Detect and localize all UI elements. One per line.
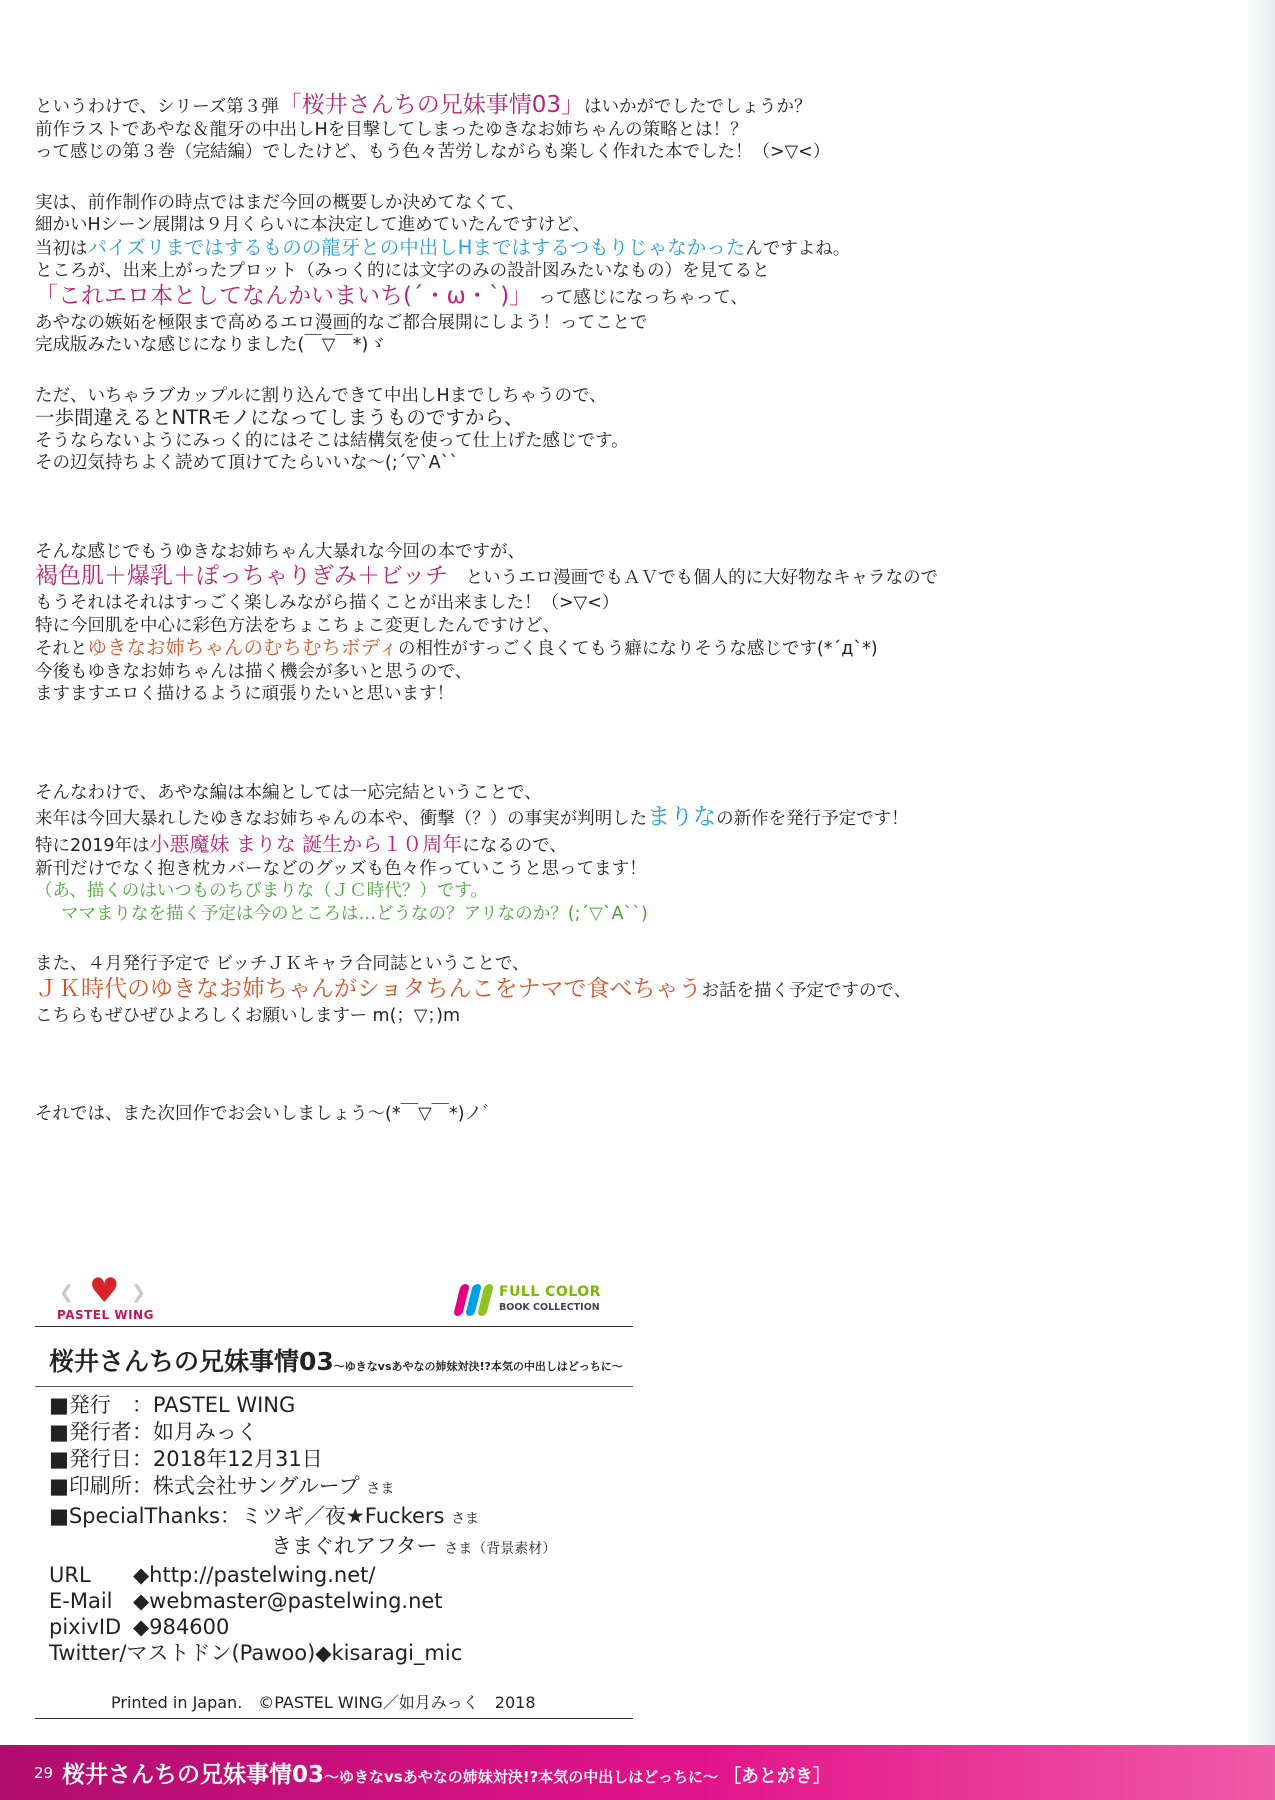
email-link[interactable]: ◆webmaster@pastelwing.net bbox=[133, 1589, 443, 1613]
text-segment: って感じになっちゃって、 bbox=[538, 287, 748, 308]
text-line: そんなわけで、あやな編は本編としては一応完結ということで、 bbox=[35, 782, 542, 803]
text-line: こちらもぜひぜひよろしくお願いしますー m(；▽；)m bbox=[35, 1005, 460, 1026]
text-line bbox=[35, 92, 1175, 119]
page-number: 29 bbox=[34, 1764, 54, 1782]
text-line: 実は、前作制作の時点ではまだ今回の概要しか決めてなくて、 bbox=[35, 192, 525, 213]
text-line: ところが、出来上がったプロット（みっく的には文字のみの設計図みたいなもの）を見てると bbox=[35, 261, 770, 281]
credit-value: 株式会社サングループ bbox=[152, 1474, 360, 1498]
paragraph-7 bbox=[35, 1103, 1175, 1126]
full-color-logo bbox=[453, 1282, 613, 1318]
text-segment: の新作を発行予定です！ bbox=[716, 809, 909, 829]
text-line bbox=[35, 976, 1175, 1005]
text-segment: の相性がすっごく良くてもう癖になりそうな感じです(*´д`*) bbox=[397, 639, 878, 659]
text-line: 今後もゆきなお姉ちゃんは描く機会が多いと思うので、 bbox=[35, 661, 473, 682]
footer-section-tag: ［あとがき］ bbox=[723, 1766, 832, 1787]
text-line: もうそれはそれはすっごく楽しみながら描くことが出来ました！（>▽<） bbox=[35, 593, 620, 613]
footer-subtitle: ～ゆきなvsあやなの姉妹対決!?本気の中出しはどっちに～ bbox=[324, 1768, 718, 1786]
credit-value: ミツギ／夜★Fuckers bbox=[240, 1504, 445, 1528]
text-line bbox=[35, 637, 1175, 661]
link-row bbox=[49, 1562, 462, 1588]
text-line: 新刊だけでなく抱き枕カバーなどのグッズも色々作っていこうと思ってます！ bbox=[35, 858, 647, 879]
footer-band bbox=[0, 1745, 1275, 1800]
link-row bbox=[49, 1588, 462, 1614]
url-link[interactable]: ◆http://pastelwing.net/ bbox=[133, 1563, 376, 1587]
paragraph-5 bbox=[35, 782, 1175, 926]
credit-value: 如月みっく bbox=[152, 1420, 258, 1444]
link-label: pixivID bbox=[49, 1615, 122, 1639]
credits bbox=[49, 1392, 556, 1563]
divider bbox=[35, 1718, 633, 1719]
wing-icon: ❮ bbox=[59, 1282, 75, 1303]
credit-label: ■発行者： bbox=[49, 1420, 153, 1444]
text-segment: んですよね。 bbox=[745, 238, 851, 259]
highlight-text: パイズリまではするものの龍牙との中出しHまではするつもりじゃなかった bbox=[87, 235, 746, 259]
highlight-text: 褐色肌＋爆乳＋ぽっちゃりぎみ＋ビッチ bbox=[35, 563, 449, 589]
text-line: ママまりなを描く予定は今のところは…どうなの？アリなのか？(;´▽`A``) bbox=[61, 903, 648, 924]
text-line: 一歩間違えるとNTRモノになってしまうものですから、 bbox=[35, 406, 524, 429]
pixiv-link[interactable]: ◆984600 bbox=[133, 1615, 230, 1639]
text-line bbox=[35, 804, 1175, 833]
paragraph-1 bbox=[35, 92, 1175, 164]
text-line: 特に今回肌を中心に彩色方法をちょこちょこ変更したんですけど、 bbox=[35, 615, 560, 636]
link-label: URL bbox=[49, 1563, 91, 1587]
credit-label: ■印刷所： bbox=[49, 1474, 153, 1498]
logo-text: BOOK COLLECTION bbox=[499, 1302, 600, 1313]
credit-honorific: さま bbox=[451, 1511, 480, 1527]
link-label: Twitter/マストドン(Pawoo) bbox=[49, 1641, 316, 1665]
credit-row bbox=[49, 1533, 556, 1563]
divider bbox=[35, 1326, 633, 1327]
credit-value: きまぐれアフター bbox=[271, 1534, 438, 1558]
text-line: また、４月発行予定で ビッチＪＫキャラ合同誌ということで、 bbox=[35, 954, 530, 974]
text-segment: はいかがでしたでしょうか？ bbox=[584, 97, 812, 117]
title-main: 桜井さんちの兄妹事情03 bbox=[49, 1347, 334, 1376]
paragraph-3 bbox=[35, 385, 1175, 475]
text-line: その辺気持ちよく読めて頂けてたらいいな～(;´▽`A`` bbox=[35, 453, 459, 473]
logo-text: FULL COLOR bbox=[499, 1284, 601, 1300]
highlight-text: ＪＫ時代のゆきなお姉ちゃんがショタちんこをナマで食べちゃう bbox=[35, 975, 702, 1002]
paragraph-2 bbox=[35, 192, 1175, 357]
pastel-wing-logo bbox=[49, 1271, 169, 1326]
credit-value: 2018年12月31日 bbox=[152, 1447, 323, 1471]
text-line: あやなの嫉妬を極限まで高めるエロ漫画的なご都合展開にしよう！ってことで bbox=[35, 312, 648, 333]
credit-row bbox=[49, 1473, 556, 1503]
text-line bbox=[35, 563, 1175, 592]
text-line: 完成版みたいな感じになりました(￣▽￣*)ゞ bbox=[35, 335, 386, 355]
text-segment: お話を描く予定ですので、 bbox=[701, 980, 912, 1001]
highlight-text: ゆきなお姉ちゃんのむちむちボディ bbox=[87, 636, 398, 659]
text-line bbox=[35, 237, 1175, 261]
text-line: 細かいHシーン展開は９月くらいに本決定して進めていたんですけど、 bbox=[35, 215, 591, 235]
paragraph-4 bbox=[35, 541, 1175, 706]
footer-title bbox=[62, 1756, 831, 1789]
text-line: そんな感じでもうゆきなお姉ちゃん大暴れな今回の本ですが、 bbox=[35, 541, 525, 562]
credit-value: PASTEL WING bbox=[152, 1393, 296, 1417]
divider bbox=[35, 1386, 633, 1387]
link-label: E-Mail bbox=[49, 1589, 113, 1613]
credit-label: ■発行 ： bbox=[49, 1393, 153, 1417]
text-segment: というエロ漫画でもＡＶでも個人的に大好物なキャラなので bbox=[465, 568, 939, 588]
highlight-text: 「これエロ本としてなんかいまいち(´・ω・`)」 bbox=[35, 282, 521, 309]
credit-label: ■発行日： bbox=[49, 1447, 153, 1471]
page-edge-shadow bbox=[1245, 0, 1275, 1745]
text-segment: それと bbox=[35, 639, 88, 659]
heart-icon: ♥ bbox=[89, 1271, 120, 1311]
title-subtitle: ～ゆきなvsあやなの姉妹対決!?本気の中出しはどっちに～ bbox=[333, 1360, 623, 1373]
contact-links bbox=[49, 1562, 462, 1666]
text-segment: 当初は bbox=[35, 238, 88, 259]
highlight-text: まりな bbox=[647, 804, 717, 830]
highlight-title: 「桜井さんちの兄妹事情03」 bbox=[278, 92, 585, 118]
text-line: それでは、また次回作でお会いしましょう～(*￣▽￣*)ノ゛ bbox=[35, 1104, 500, 1124]
footer-title-main: 桜井さんちの兄妹事情03 bbox=[62, 1762, 325, 1788]
text-segment: 来年は今回大暴れしたゆきなお姉ちゃんの本や、衝撃（？）の事実が判明した bbox=[35, 809, 648, 829]
wing-icon: ❯ bbox=[131, 1282, 147, 1303]
credit-row bbox=[49, 1419, 556, 1446]
text-line: って感じの第３巻（完結編）でしたけど、もう色々苦労しながらも楽しく作れた本でした！（>▽<） bbox=[35, 142, 831, 162]
text-line: そうならないようにみっく的にはそこは結構気を使って仕上げた感じです。 bbox=[35, 430, 629, 451]
afterword-body bbox=[35, 92, 1175, 1154]
twitter-link[interactable]: ◆kisaragi_mic bbox=[315, 1641, 463, 1665]
credit-label: ■SpecialThanks： bbox=[49, 1504, 241, 1528]
credit-row bbox=[49, 1446, 556, 1473]
text-segment: 特に2019年は bbox=[35, 836, 150, 856]
credit-honorific: さま（背景素材） bbox=[444, 1541, 557, 1557]
credit-honorific: さま bbox=[366, 1481, 395, 1497]
text-line: ただ、いちゃラブカップルに割り込んできて中出しHまでしちゃうので、 bbox=[35, 385, 607, 406]
text-line bbox=[35, 283, 1175, 312]
link-row bbox=[49, 1614, 462, 1640]
copyright-line: Printed in Japan. ©PASTEL WING／如月みっく 2018 bbox=[111, 1693, 536, 1712]
logo-text: PASTEL WING bbox=[57, 1308, 154, 1322]
paragraph-6 bbox=[35, 953, 1175, 1027]
text-segment: というわけで、シリーズ第３弾 bbox=[35, 97, 279, 117]
text-line bbox=[35, 833, 1175, 858]
text-line: （あ、描くのはいつものちびまりな（ＪＣ時代？）です。 bbox=[35, 881, 488, 901]
credit-row bbox=[49, 1392, 556, 1419]
text-line: ますますエロく描けるように頑張りたいと思います！ bbox=[35, 684, 455, 704]
text-line: 前作ラストであやな＆龍牙の中出しHを目撃してしまったゆきなお姉ちゃんの策略とは！？ bbox=[35, 119, 748, 140]
text-segment: になるので、 bbox=[462, 836, 567, 856]
highlight-text: 小悪魔妹 まりな 誕生から１０周年 bbox=[149, 832, 463, 856]
link-row bbox=[49, 1640, 462, 1666]
book-title bbox=[49, 1342, 623, 1378]
credit-row bbox=[49, 1503, 556, 1533]
